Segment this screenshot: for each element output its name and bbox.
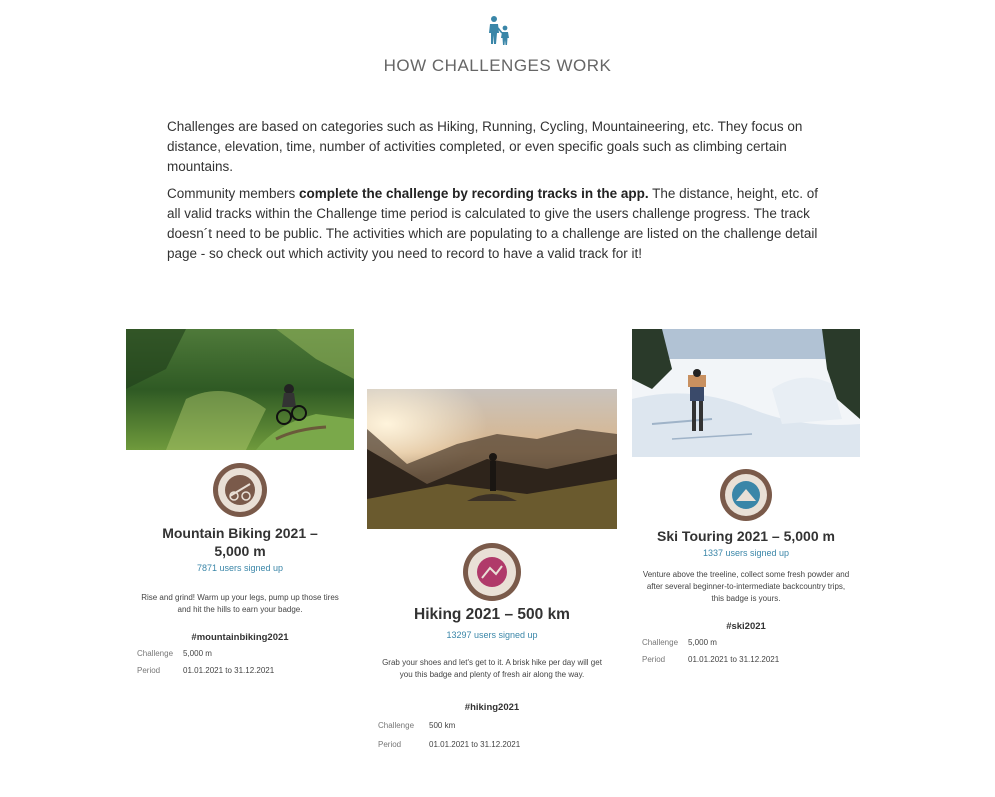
signup-count: 1337 users signed up — [702, 548, 790, 558]
challenge-label: Challenge — [378, 721, 415, 730]
challenge-value: 5,000 m — [688, 638, 717, 647]
card-title[interactable]: Ski Touring 2021 – 5,000 m — [657, 528, 835, 544]
challenge-label: Challenge — [642, 638, 679, 647]
section-title: HOW CHALLENGES WORK — [383, 56, 612, 75]
family-hiking-icon — [484, 15, 512, 45]
challenge-card-mountain-biking[interactable] — [126, 329, 354, 679]
card-description: Rise and grind! Warm up your legs, pump up those tires and hit the hills to earn your badge. — [141, 593, 339, 614]
period-label: Period — [378, 740, 402, 749]
signup-count: 7871 users signed up — [196, 563, 284, 573]
card-title[interactable]: Hiking 2021 – 500 km — [414, 606, 570, 623]
card-meta — [642, 634, 860, 668]
intro-paragraph-2-rest: The distance, height, etc. of all valid tracks within the Challenge time period is calculated to give the users challenge progress. The track doesn´t need to be public. The activities which are populating to a challenge are listed on the challenge detail page - so check out which activity you need to record to have a valid track for it! — [167, 186, 818, 261]
intro-paragraph-2-emphasis: complete the challenge by recording tracks in the app. — [299, 186, 649, 201]
mountain-biking-badge-icon — [212, 462, 268, 518]
challenge-label: Challenge — [137, 649, 174, 658]
card-hashtag: #mountainbiking2021 — [191, 632, 289, 643]
hiking-photo[interactable] — [367, 389, 617, 529]
challenge-value: 5,000 m — [183, 649, 212, 658]
period-label: Period — [137, 666, 161, 675]
card-title[interactable]: Mountain Biking 2021 – 5,000 m — [162, 525, 318, 559]
challenge-card-ski-touring[interactable] — [632, 329, 860, 668]
card-meta — [137, 645, 354, 679]
card-meta — [378, 716, 617, 754]
card-description: Venture above the treeline, collect some fresh powder and after several beginner-to-intermediate backcountry trips, this badge is yours. — [642, 570, 850, 603]
period-value: 01.01.2021 to 31.12.2021 — [183, 666, 275, 675]
card-hashtag: #hiking2021 — [464, 702, 520, 713]
ski-touring-badge-icon — [719, 468, 773, 522]
period-value: 01.01.2021 to 31.12.2021 — [429, 740, 521, 749]
mountain-biking-photo[interactable] — [126, 329, 354, 450]
intro-text — [167, 117, 822, 271]
intro-paragraph-2-lead: Community members — [167, 186, 300, 201]
card-description: Grab your shoes and let's get to it. A brisk hike per day will get you this badge and plenty of fresh air along the way. — [382, 658, 602, 679]
period-value: 01.01.2021 to 31.12.2021 — [688, 655, 780, 664]
intro-paragraph-1: Challenges are based on categories such as Hiking, Running, Cycling, Mountaineering, etc. They focus on distance, elevation, time, number of activities completed, or even specific goals such as climbing certain mountains. — [167, 119, 803, 174]
ski-touring-photo[interactable] — [632, 329, 860, 457]
intro-paragraph-2 — [167, 184, 822, 264]
hiking-badge-icon — [462, 542, 522, 602]
section-header — [0, 15, 995, 76]
challenge-card-hiking[interactable] — [367, 389, 617, 754]
challenge-value: 500 km — [429, 721, 456, 730]
card-hashtag: #ski2021 — [726, 621, 766, 632]
signup-count: 13297 users signed up — [446, 630, 538, 640]
period-label: Period — [642, 655, 666, 664]
